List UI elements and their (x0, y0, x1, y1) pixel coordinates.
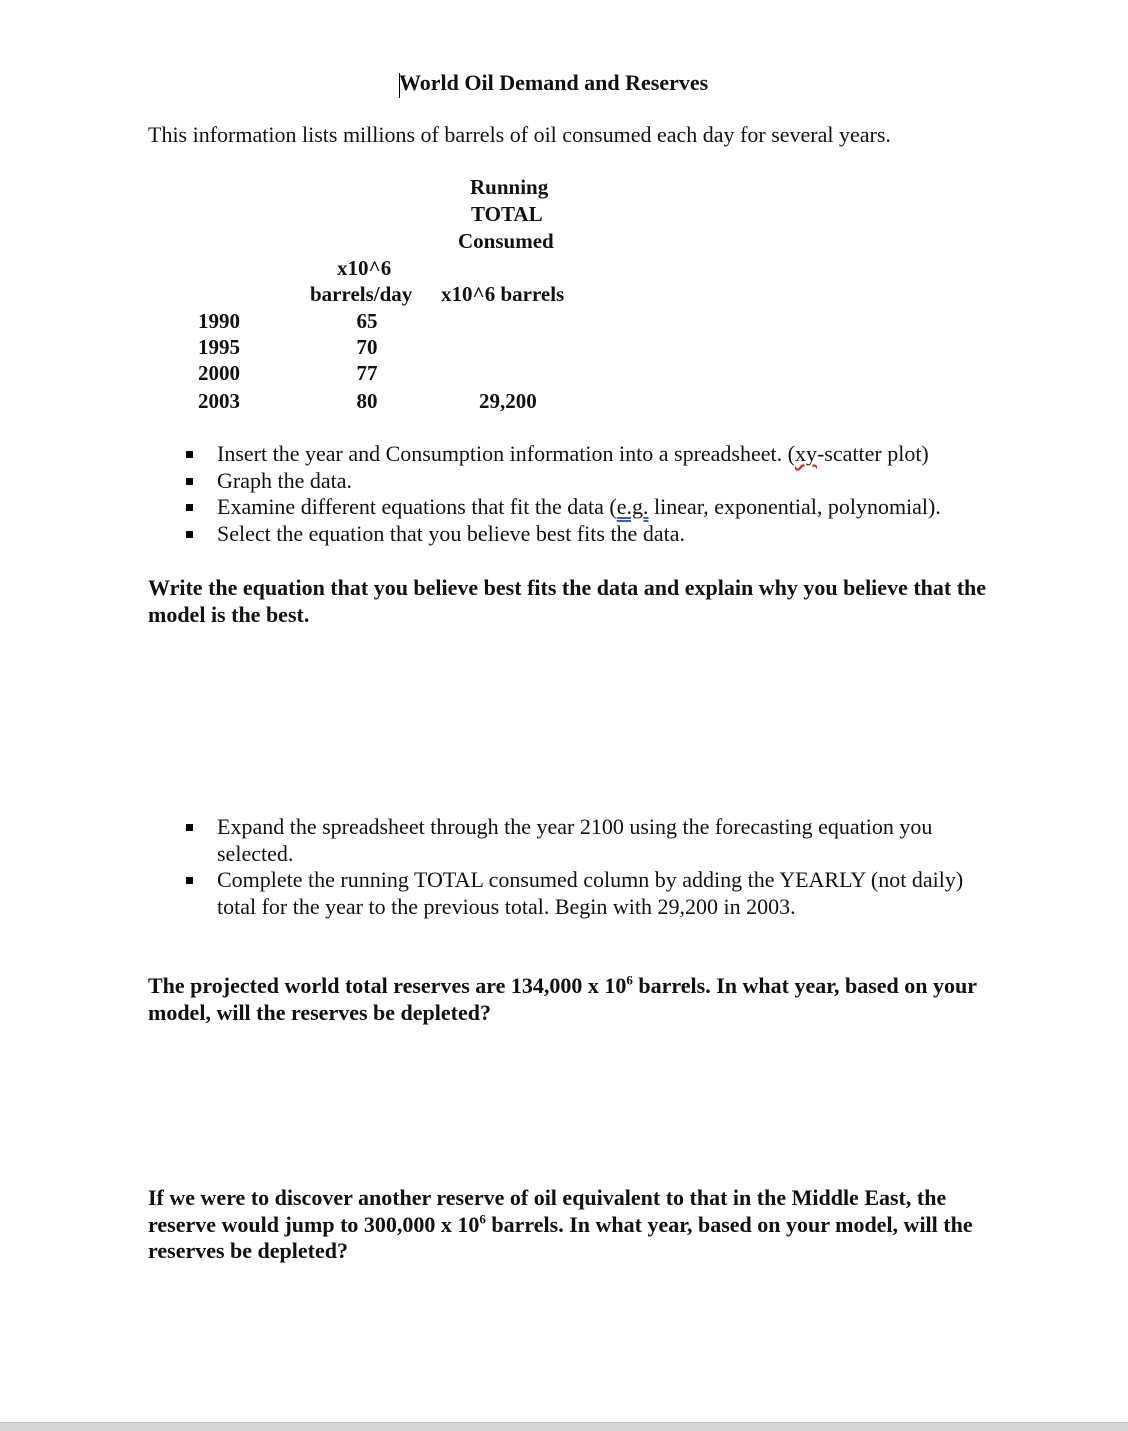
list-item: Examine different equations that fit the data (e.g. linear, exponential, polynomial). (148, 494, 1008, 521)
list-item: Complete the running TOTAL consumed column by adding the YEARLY (not daily) total for the year to the previous total. Begin with 29,200 in 2003. (148, 867, 978, 920)
header-total-line2: TOTAL (471, 202, 543, 226)
grammar-marked-word[interactable]: e.g. (616, 494, 649, 519)
list-item: Expand the spreadsheet through the year 2100 using the forecasting equation you selected. (148, 814, 978, 867)
table-cell-year: 1995 (198, 335, 240, 359)
bullet-square-icon (186, 504, 193, 511)
intro-paragraph: This information lists millions of barrels of oil consumed each day for several years. (148, 122, 891, 147)
header-total-line1: Running (470, 175, 549, 199)
instruction-list-2 (148, 814, 978, 920)
list-item: Insert the year and Consumption information into a spreadsheet. (xy-scatter plot) (148, 441, 1008, 468)
list-item: Select the equation that you believe best fits the data. (148, 521, 1008, 548)
table-cell-year: 2000 (198, 361, 240, 385)
spellcheck-marked-word[interactable]: xy (794, 441, 817, 466)
table-cell-year: 1990 (198, 309, 240, 333)
bullet-square-icon (186, 531, 193, 538)
list-item: Graph the data. (148, 468, 1008, 495)
table-cell-rate: 65 (356, 309, 378, 333)
instruction-list-1 (148, 441, 1008, 547)
question-new-reserve: If we were to discover another reserve of oil equivalent to that in the Middle East, the reserve would jump to 300,000 x $10^6$ barrels. In what year, based on your model, will the reserves be depleted? (148, 1185, 973, 1263)
bullet-square-icon (186, 824, 193, 831)
table-cell-rate: 70 (356, 335, 378, 359)
table-cell-rate: 77 (356, 361, 378, 385)
table-cell-rate: 80 (356, 389, 378, 413)
question-reserves-depleted: The projected world total reserves are 134,000 x $10^6$ barrels. In what year, based on your model, will the reserves be depleted? (148, 972, 977, 1025)
document-title: World Oil Demand and Reserves (399, 70, 709, 95)
bullet-square-icon (186, 451, 193, 458)
header-rate-line2: barrels/day (310, 282, 413, 306)
header-total-unit: x10^6 barrels (441, 282, 565, 306)
bullet-square-icon (186, 877, 193, 884)
header-rate-line1: x10^6 (337, 256, 392, 280)
table-cell-year: 2003 (198, 389, 240, 413)
question-best-fit: Write the equation that you believe best fits the data and explain why you believe that the model is the best. (148, 575, 987, 627)
header-total-line3: Consumed (458, 229, 554, 253)
table-cell-total: 29,200 (479, 389, 537, 413)
bullet-square-icon (186, 478, 193, 485)
